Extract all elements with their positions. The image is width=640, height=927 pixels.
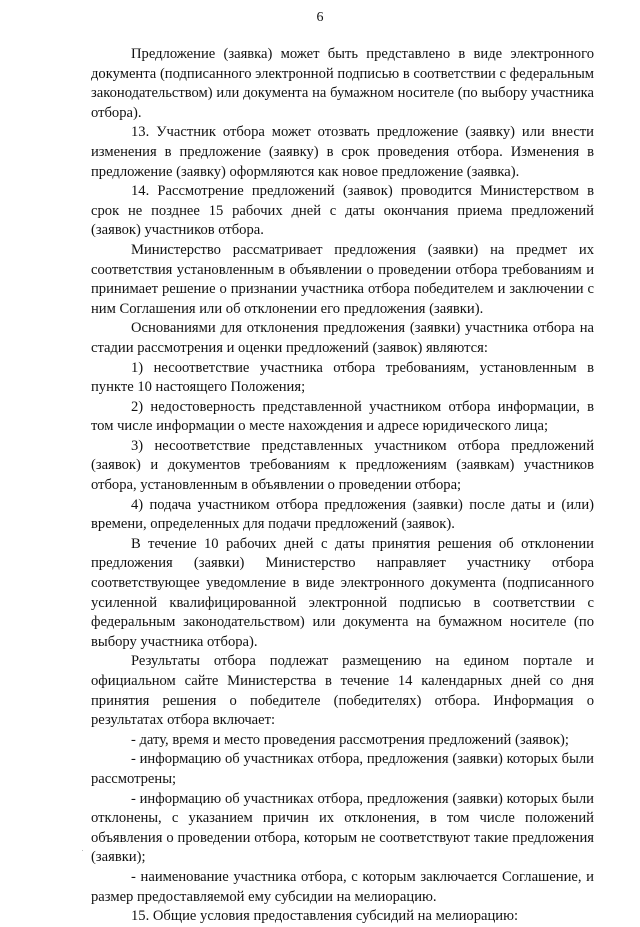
list-item-results-reviewed: - информацию об участниках отбора, предложения (заявки) которых были рассмотрены; (91, 751, 594, 787)
document-body (91, 45, 594, 927)
list-item-ground-1: 1) несоответствие участника отбора требованиям, установленным в пункте 10 настоящего Положения; (91, 359, 594, 396)
list-item-ground-2: 2) недостоверность представленной участником отбора информации, в том числе информации о месте нахождения и адресе юридического лица; (91, 398, 594, 435)
paragraph-rejection-grounds: Основаниями для отклонения предложения (заявки) участника отбора на стадии рассмотрения и оценки предложений (заявок) являются: (91, 320, 594, 356)
page-number: 6 (316, 10, 324, 25)
paragraph-submission-format: Предложение (заявка) может быть представлено в виде электронного документа (подписанного электронной подписью в соответствии с федеральным законодательством) или документа на бумажном носителе (по выбору участника отбора). (91, 46, 594, 121)
paragraph-item-14: 14. Рассмотрение предложений (заявок) проводится Министерством в срок не позднее 15 рабочих дней с даты окончания приема предложений (заявок) участников отбора. (91, 183, 594, 239)
paragraph-ministry-review: Министерство рассматривает предложения (заявки) на предмет их соответствия установленным в объявлении о проведении отбора требованиям и принимает решение о признании участника отбора победителем и заключении с ним Соглашения или об отклонении его предложения (заявки). (91, 241, 594, 317)
paragraph-rejection-notice: В течение 10 рабочих дней с даты принятия решения об отклонении предложения (заявки) Министерство направляет участнику отбора соответствующее уведомление в виде электронного документа (подписанного усиленной квалифицированной электронной подписью в соответствии с федеральным законодательством) или документа на бумажном носителе (по выбору участника отбора). (91, 535, 594, 650)
paragraph-item-13: 13. Участник отбора может отозвать предложение (заявку) или внести изменения в предложение (заявку) в срок проведения отбора. Изменения в предложение (заявку) оформляются как новое предложение (заявка). (91, 124, 594, 180)
paragraph-item-15: 15. Общие условия предоставления субсидий на мелиорацию: (131, 908, 519, 925)
list-item-ground-3: 3) несоответствие представленных участником отбора предложений (заявок) и документов требованиям к предложениям (заявкам) участников отбора, установленным в объявлении о проведении отбора; (91, 437, 594, 494)
paragraph-results-publication: Результаты отбора подлежат размещению на едином портале и официальном сайте Министерства в течение 14 календарных дней со дня принятия решения о победителе (победителях) отбора. Информация о результатах отбора включает: (91, 653, 594, 729)
list-item-results-rejected: - информацию об участниках отбора, предложения (заявки) которых были отклонены, с указанием причин их отклонения, в том числе положений объявления о проведении отбора, которым не соответствуют такие предложения (заявки); (91, 790, 594, 866)
list-item-results-winner: - наименование участника отбора, с которым заключается Соглашение, и размер предоставляемой ему субсидии на мелиорацию. (91, 868, 594, 905)
scan-speck (82, 850, 83, 851)
list-item-ground-4: 4) подача участником отбора предложения (заявки) после даты и (или) времени, определенных для подачи предложений (заявок). (91, 496, 594, 533)
list-item-results-date: - дату, время и место проведения рассмотрения предложений (заявок); (131, 731, 569, 748)
